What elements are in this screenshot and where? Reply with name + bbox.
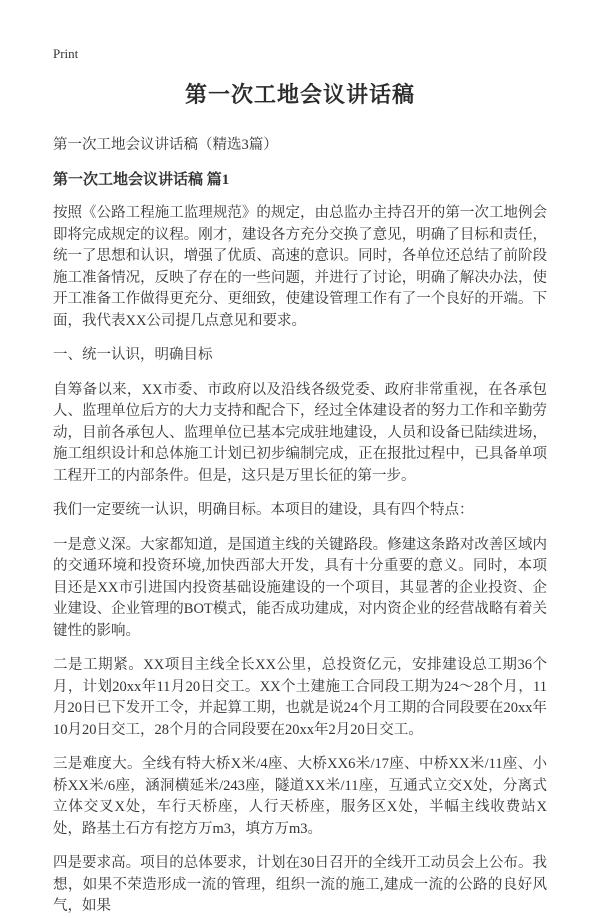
paragraph-feature-3-difficulty: 三是难度大。全线有特大桥X米/4座、大桥XX6米/17座、中桥XX米/11座、小桥XX米/6座，涵洞横延米/243座，隧道XX米/11座，互通式立交X处，分离式立体交叉X处，车行天桥座，人行天桥座，服务区X处，半幅主线收费站X处，路基土石方有挖方万m3，填方万m3。 [53, 756, 547, 837]
paragraph-feature-1-significance: 一是意义深。大家都知道，是国道主线的关键路段。修建这条路对改善区域内的交通环境和投资环境,加快西部大开发，具有十分重要的意义。同时，本项目还是XX市引进国内投资基础设施建设的一个项目，其显著的企业投资、企业建设、企业管理的BOT模式，能否成功建成，对内资企业的经营战略有着关键性的影响。 [53, 536, 547, 639]
paragraph-feature-2-schedule: 二是工期紧。XX项目主线全长XX公里，总投资亿元，安排建设总工期36个月，计划20xx年11月20日交工。XX个土建施工合同段工期为24～28个月，11月20日已下发开工令，并起算工期，也就是说24个月工期的合同段要在20xx年10月20日交工，28个月的合同段要在20xx年2月20日交工。 [53, 657, 547, 738]
article-subtitle: 第一次工地会议讲话稿（精选3篇） [53, 137, 278, 153]
subheading-unify-understanding: 一、统一认识，明确目标 [53, 347, 213, 363]
print-link[interactable]: Print [53, 46, 79, 61]
paragraph-preparation-status: 自筹备以来，XX市委、市政府以及沿线各级党委、政府非常重视，在各承包人、监理单位后方的大力支持和配合下，经过全体建设者的努力工作和辛勤劳动，目前各承包人、监理单位已基本完成驻地建设，人员和设备已陆续进场，施工组织设计和总体施工计划已初步编制完成，正在报批过程中，已具备单项工程开工的内部条件。但是，这只是万里长征的第一步。 [53, 381, 547, 484]
page-title: 第一次工地会议讲话稿 [184, 82, 415, 107]
paragraph-four-features-intro: 我们一定要统一认识，明确目标。本项目的建设，具有四个特点： [53, 502, 474, 518]
paragraph-opening: 按照《公路工程施工监理规范》的规定，由总监办主持召开的第一次工地例会即将完成规定的议程。刚才，建设各方充分交换了意见，明确了目标和责任，统一了思想和认识，增强了优质、高速的意识。同时，各单位还总结了前阶段施工准备情况，反映了存在的一些问题，并进行了讨论，明确了解决办法，使开工准备工作做得更充分、更细致，使建设管理工作有了一个良好的开端。下面，我代表XX公司提几点意见和要求。 [53, 205, 547, 329]
paragraph-feature-4-requirements: 四是要求高。项目的总体要求，计划在30日召开的全线开工动员会上公布。我想，如果不荣造形成一流的管理，组织一流的施工,建成一流的公路的良好风气，如果 [53, 855, 547, 914]
part1-heading: 第一次工地会议讲话稿 篇1 [53, 172, 230, 188]
